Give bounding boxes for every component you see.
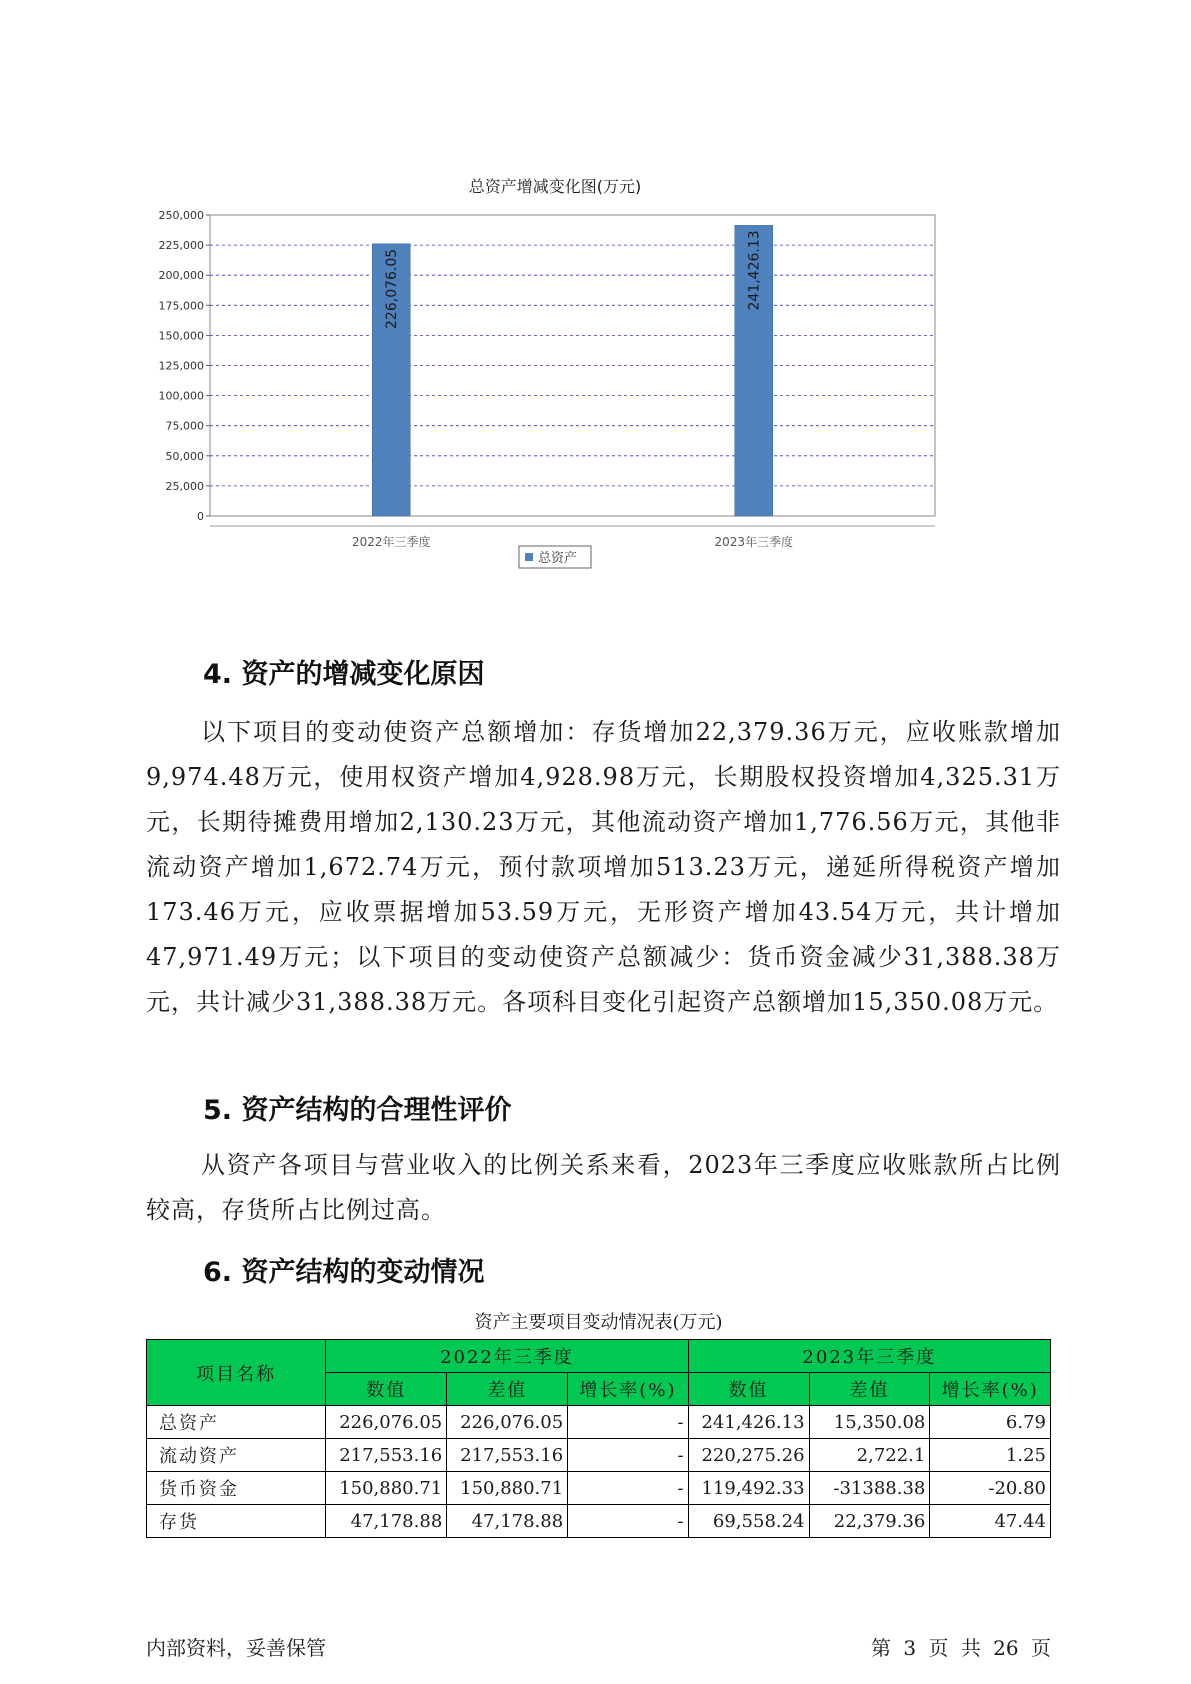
bar-data-label: 241,426.13: [746, 230, 763, 311]
section-5-paragraph: 从资产各项目与营业收入的比例关系来看，2023年三季度应收账款所占比例较高，存货所占比例过高。: [146, 1151, 1061, 1224]
table-row: [147, 1472, 1051, 1505]
section-5-heading: 5. 资产结构的合理性评价: [203, 1095, 512, 1126]
cell: 47,178.88: [326, 1505, 447, 1538]
footer-page-number: 第 3 页 共 26 页: [871, 1636, 1051, 1660]
section-4-heading: 4. 资产的增减变化原因: [203, 659, 485, 690]
cell: 47,178.88: [447, 1505, 568, 1538]
row-name: 总资产: [147, 1406, 326, 1439]
footer-confidential-note: 内部资料，妥善保管: [146, 1636, 326, 1660]
y-tick-label: 50,000: [165, 449, 204, 463]
cell: -: [568, 1472, 688, 1505]
table-row: [147, 1439, 1051, 1472]
cell: 22,379.36: [809, 1505, 930, 1538]
y-tick-label: 25,000: [165, 479, 204, 493]
subheader-value: 数值: [688, 1373, 809, 1406]
cell: 241,426.13: [688, 1406, 809, 1439]
table-caption: 资产主要项目变动情况表(万元): [474, 1312, 723, 1333]
cell: 220,275.26: [688, 1439, 809, 1472]
asset-change-table: [146, 1339, 1051, 1538]
chart-svg: [150, 170, 1030, 620]
cell: 217,553.16: [447, 1439, 568, 1472]
subheader-diff: 差值: [809, 1373, 930, 1406]
row-name: 流动资产: [147, 1439, 326, 1472]
header-item-name: 项目名称: [147, 1340, 326, 1406]
y-tick-label: 100,000: [158, 389, 204, 403]
header-period-2023: 2023年三季度: [688, 1340, 1050, 1373]
subheader-value: 数值: [326, 1373, 447, 1406]
cell: 150,880.71: [447, 1472, 568, 1505]
total-assets-chart: [150, 170, 1030, 620]
cell: 119,492.33: [688, 1472, 809, 1505]
cell: -: [568, 1505, 688, 1538]
chart-title: 总资产增减变化图(万元): [468, 177, 642, 196]
y-tick-label: 250,000: [158, 209, 204, 222]
x-tick-label: 2023年三季度: [714, 535, 794, 549]
subheader-diff: 差值: [447, 1373, 568, 1406]
cell: 226,076.05: [447, 1406, 568, 1439]
table-row: [147, 1406, 1051, 1439]
y-tick-label: 150,000: [158, 329, 204, 343]
row-name: 存货: [147, 1505, 326, 1538]
cell: 150,880.71: [326, 1472, 447, 1505]
header-period-2022: 2022年三季度: [326, 1340, 688, 1373]
x-tick-label: 2022年三季度: [351, 535, 431, 549]
cell: 2,722.1: [809, 1439, 930, 1472]
legend-swatch: [525, 553, 533, 561]
cell: -20.80: [930, 1472, 1051, 1505]
y-tick-label: 225,000: [158, 239, 204, 253]
cell: 217,553.16: [326, 1439, 447, 1472]
chart-legend: [519, 546, 591, 568]
legend-label: 总资产: [538, 551, 578, 566]
cell: 47.44: [930, 1505, 1051, 1538]
row-name: 货币资金: [147, 1472, 326, 1505]
table-header-row: [147, 1340, 1051, 1373]
cell: -31388.38: [809, 1472, 930, 1505]
y-tick-label: 125,000: [158, 359, 204, 373]
table-row: [147, 1505, 1051, 1538]
cell: -: [568, 1406, 688, 1439]
y-tick-label: 175,000: [158, 299, 204, 313]
cell: 226,076.05: [326, 1406, 447, 1439]
section-4-paragraph: 以下项目的变动使资产总额增加：存货增加22,379.36万元，应收账款增加9,974.48万元，使用权资产增加4,928.98万元，长期股权投资增加4,325.31万元，长期待摊费用增加2,130.23万元，其他流动资产增加1,776.56万元，其他非流动资产增加1,672.74万元，预付款项增加513.23万元，递延所得税资产增加173.46万元，应收票据增加53.59万元，无形资产增加43.54万元，共计增加47,971.49万元；以下项目的变动使资产总额减少：货币资金减少31,388.38万元，共计减少31,388.38万元。各项科目变化引起资产总额增加15,350.08万元。: [146, 718, 1061, 1016]
y-tick-label: 75,000: [165, 419, 204, 433]
bar-data-label: 226,076.05: [384, 248, 401, 329]
cell: 69,558.24: [688, 1505, 809, 1538]
subheader-growth: 增长率(%): [568, 1373, 688, 1406]
section-6-heading: 6. 资产结构的变动情况: [203, 1257, 485, 1288]
y-tick-label: 200,000: [158, 269, 204, 283]
cell: 6.79: [930, 1406, 1051, 1439]
y-tick-label: 0: [197, 510, 204, 523]
cell: 1.25: [930, 1439, 1051, 1472]
subheader-growth: 增长率(%): [930, 1373, 1051, 1406]
cell: -: [568, 1439, 688, 1472]
cell: 15,350.08: [809, 1406, 930, 1439]
